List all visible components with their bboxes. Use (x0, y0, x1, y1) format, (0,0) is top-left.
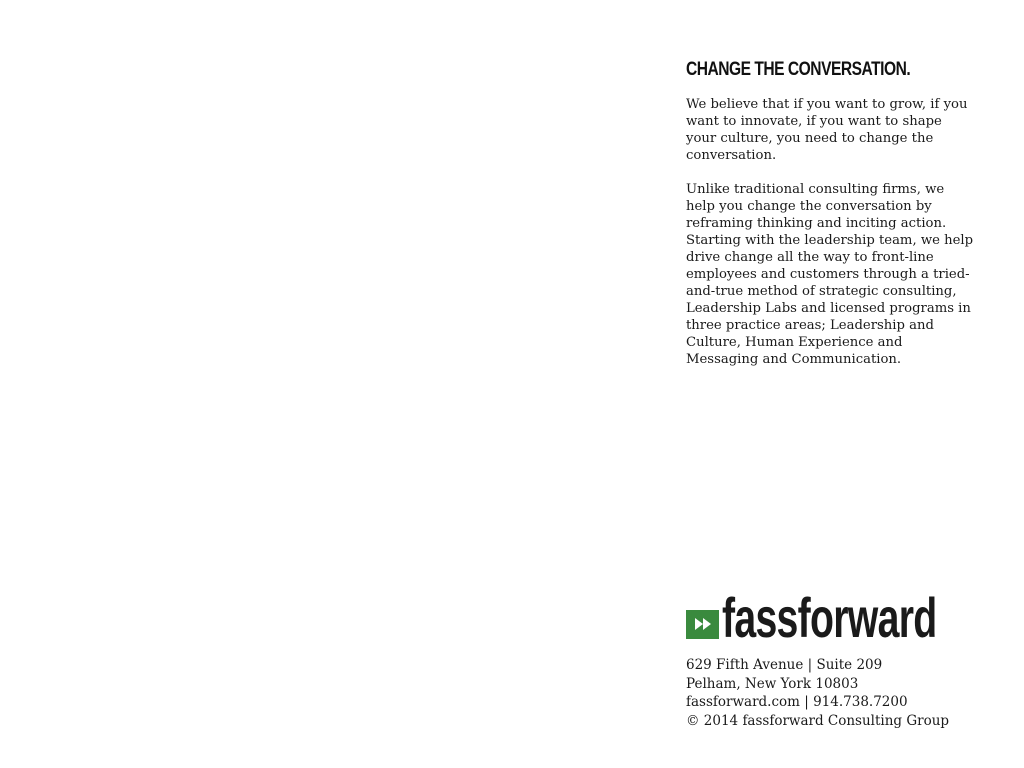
contact-line: fassforward.com | 914.738.7200 (686, 694, 908, 710)
description-paragraph: Unlike traditional consulting firms, we help you change the conversation by reframing thinking and inciting action. Starting with the leadership team, we help drive change all the way to front-line employees and customers through a tried-and-true method of strategic consulting, Leadership Labs and licensed programs in three practice areas; Leadership and Culture, Human Experience and Messaging and Communication. (686, 182, 974, 367)
city-line: Pelham, New York 10803 (686, 675, 859, 692)
intro-paragraph: We believe that if you want to grow, if you want to innovate, if you want to shape your culture, you need to change the conversation. (686, 97, 968, 163)
fassforward-logo (686, 586, 956, 649)
double-chevron-icon (686, 610, 719, 639)
content-column (686, 58, 976, 368)
copyright-line: © 2014 fassforward Consulting Group (686, 712, 950, 729)
address-line: 629 Fifth Avenue | Suite 209 (686, 657, 883, 673)
logo-wordmark: fassforward (722, 586, 937, 649)
headline: CHANGE THE CONVERSATION. (686, 59, 911, 80)
address-block (686, 656, 986, 730)
